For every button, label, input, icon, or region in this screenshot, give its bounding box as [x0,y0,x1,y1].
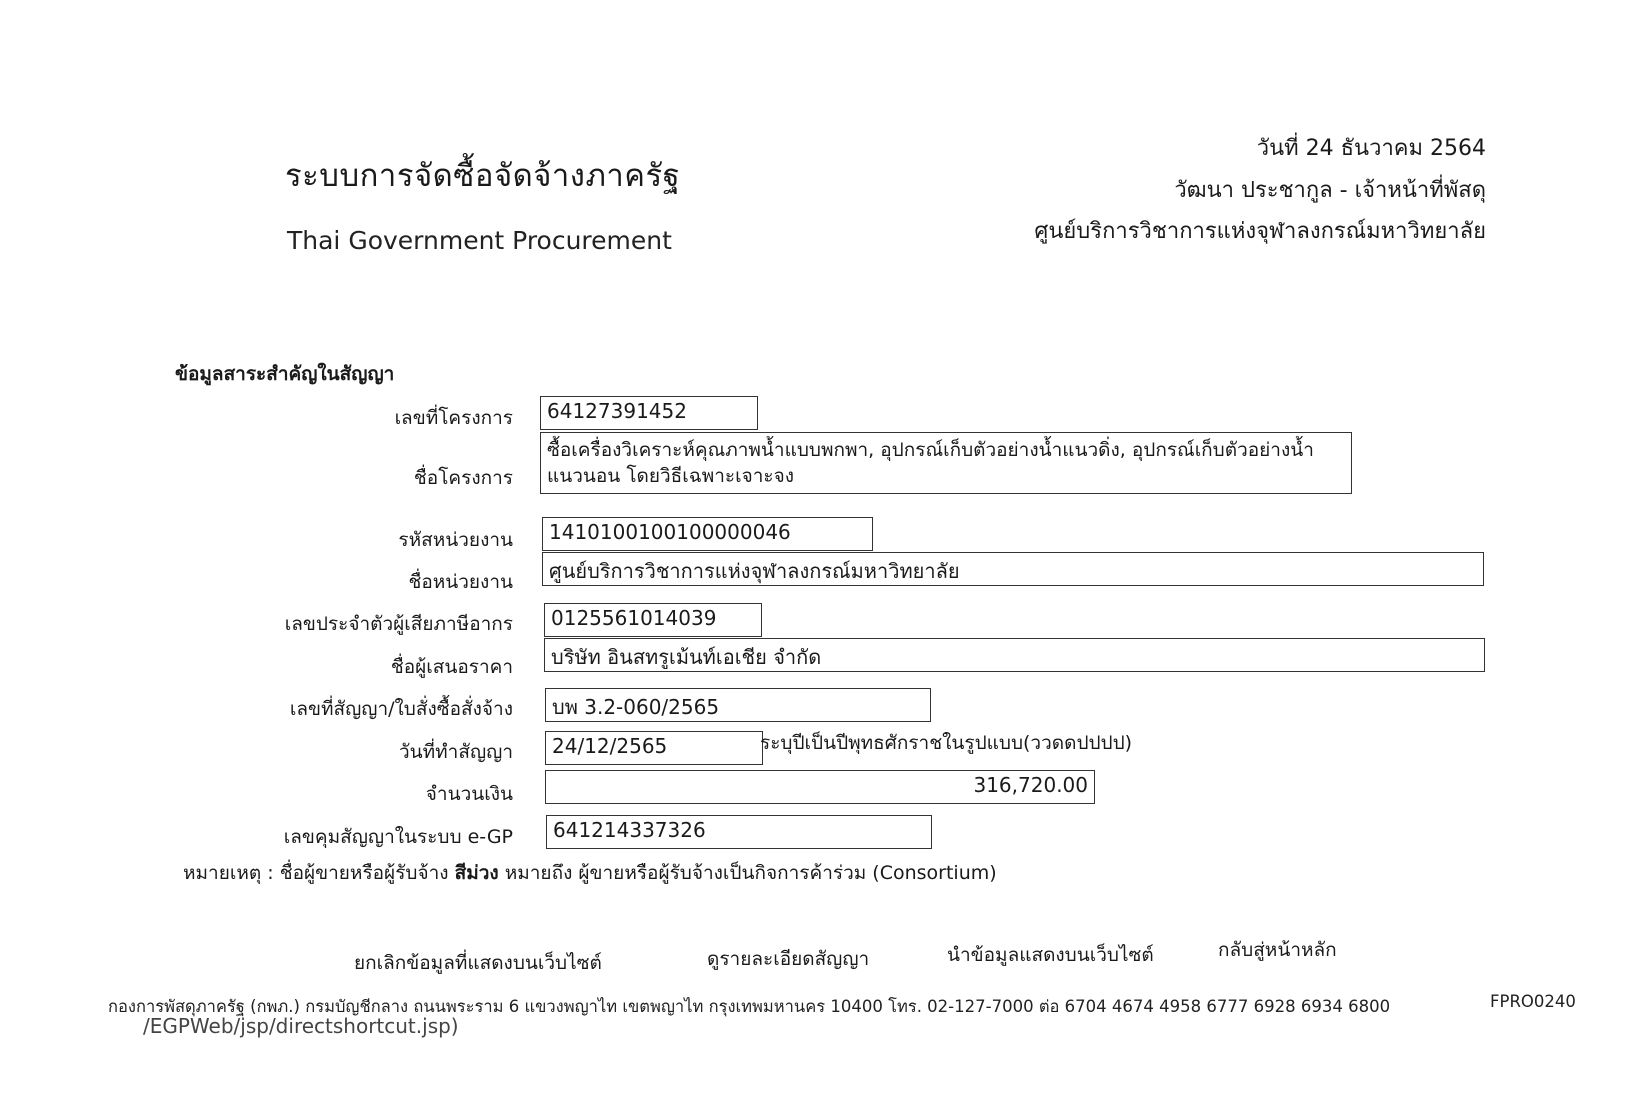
note-prefix: หมายเหตุ : ชื่อผู้ขายหรือผู้รับจ้าง [183,862,449,884]
note-suffix: หมายถึง ผู้ขายหรือผู้รับจ้างเป็นกิจการค้าร่วม (Consortium) [504,862,997,884]
tax-id-field[interactable]: 0125561014039 [544,603,762,637]
contract-date-field[interactable]: 24/12/2565 [545,731,763,765]
tax-id-label: เลขประจำตัวผู้เสียภาษีอากร [284,613,513,635]
amount-field[interactable]: 316,720.00 [545,770,1095,804]
system-title-thai: ระบบการจัดซื้อจัดจ้างภาครัฐ [285,158,681,194]
user-name-role: วัฒนา ประชากูล - เจ้าหน้าที่พัสดุ [1174,178,1486,203]
note-highlight: สีม่วง [454,862,499,884]
consortium-note [183,858,997,888]
contract-date-label: วันที่ทำสัญญา [398,741,513,763]
project-name-field[interactable]: ซื้อเครื่องวิเคราะห์คุณภาพน้ำแบบพกพา, อุปกรณ์เก็บตัวอย่างน้ำแนวดิ่ง, อุปกรณ์เก็บตัวอย่างน้ำแนวนอน โดยวิธีเฉพาะเจาะจง [540,432,1352,494]
section-title: ข้อมูลสาระสำคัญในสัญญา [175,363,395,385]
view-contract-link[interactable]: ดูรายละเอียดสัญญา [707,948,870,970]
footer-url: /EGPWeb/jsp/directshortcut.jsp) [143,1014,459,1038]
form-code: FPRO0240 [1490,992,1576,1011]
project-no-field[interactable]: 64127391452 [540,396,758,430]
contract-date-hint: ระบุปีเป็นปีพุทธศักราชในรูปแบบ(ววดดปปปป) [760,732,1133,754]
agency-code-label: รหัสหน่วยงาน [398,529,513,551]
bidder-name-label: ชื่อผู้เสนอราคา [390,656,513,678]
current-date: วันที่ 24 ธันวาคม 2564 [1256,136,1486,161]
footer-address: กองการพัสดุภาครัฐ (กพภ.) กรมบัญชีกลาง ถนนพระราม 6 แขวงพญาไท เขตพญาไท กรุงเทพมหานคร 10400 โทร. 02-127-7000 ต่อ 6704 4674 4958 6777 6928 6934 6800 [108,997,1391,1016]
bidder-name-field[interactable]: บริษัท อินสทรูเม้นท์เอเชีย จำกัด [544,638,1485,672]
egp-no-field[interactable]: 641214337326 [546,815,932,849]
agency-name-label: ชื่อหน่วยงาน [408,571,513,593]
publish-link[interactable]: นำข้อมูลแสดงบนเว็บไซต์ [947,944,1154,966]
project-name-label: ชื่อโครงการ [413,467,513,489]
system-title-english: Thai Government Procurement [287,226,672,255]
agency-name-field[interactable]: ศูนย์บริการวิชาการแห่งจุฬาลงกรณ์มหาวิทยาลัย [542,552,1484,586]
agency-code-field[interactable]: 1410100100100000046 [542,517,873,551]
amount-label: จำนวนเงิน [425,783,513,805]
egp-no-label: เลขคุมสัญญาในระบบ e-GP [283,826,513,848]
contract-no-label: เลขที่สัญญา/ใบสั่งซื้อสั่งจ้าง [289,698,513,720]
back-home-link[interactable]: กลับสู่หน้าหลัก [1218,939,1337,961]
project-no-label: เลขที่โครงการ [394,407,513,429]
contract-no-field[interactable]: บพ 3.2-060/2565 [545,688,931,722]
user-organization: ศูนย์บริการวิชาการแห่งจุฬาลงกรณ์มหาวิทยาลัย [1034,219,1486,244]
cancel-publish-link[interactable]: ยกเลิกข้อมูลที่แสดงบนเว็บไซต์ [354,952,602,974]
